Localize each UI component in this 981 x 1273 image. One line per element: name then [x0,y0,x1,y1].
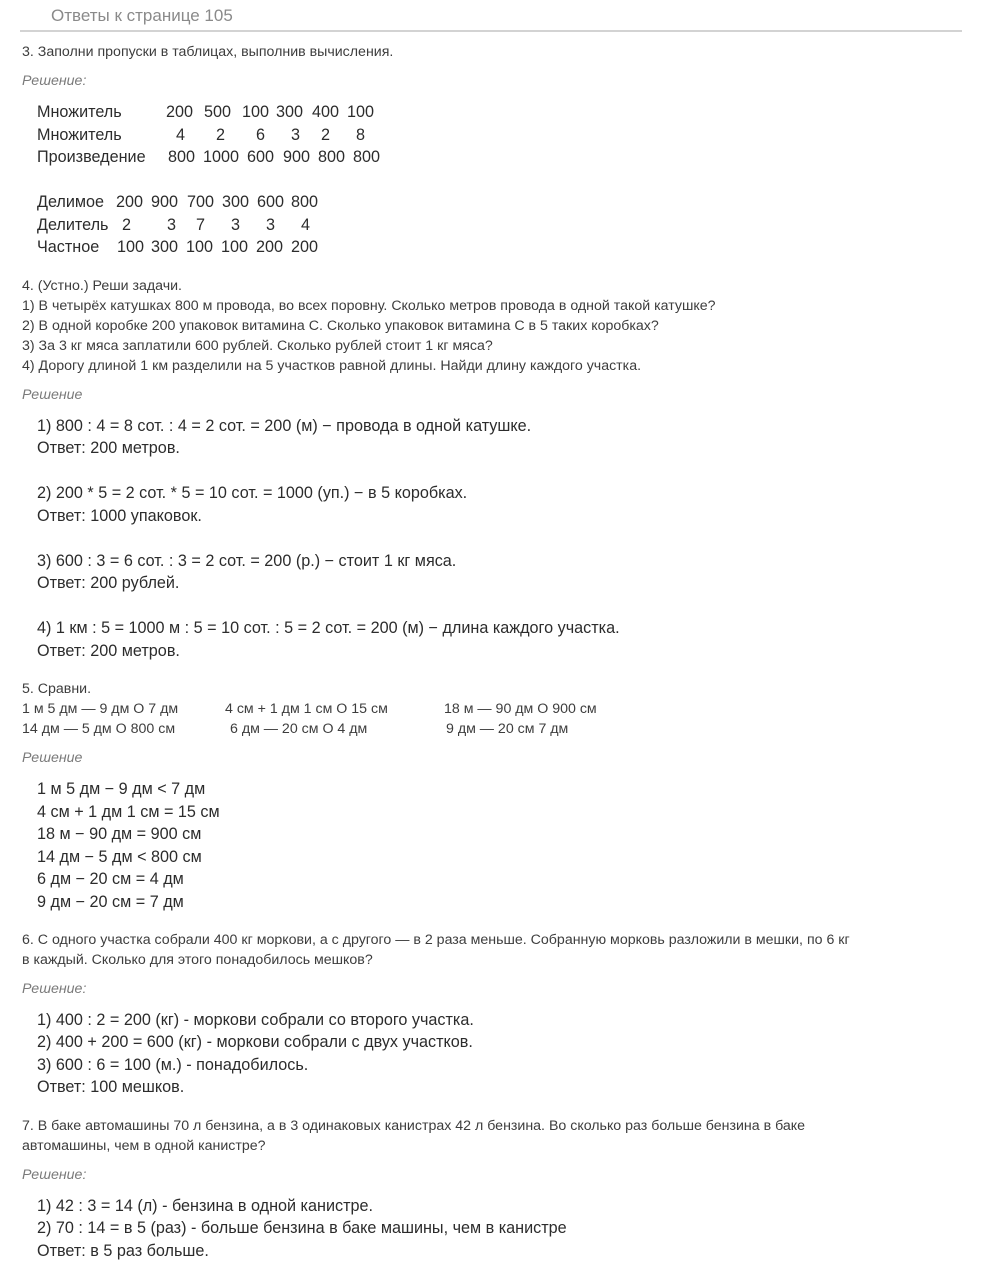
table-cell: 900 [151,193,179,211]
task4-item: 1) В четырёх катушках 800 м провода, во всех поровну. Сколько метров провода в одной такой катушке? [22,298,716,314]
task7-question-line: 7. В баке автомашины 70 л бензина, а в 3 одинаковых канистрах 42 л бензина. Во сколько раз больше бензина в баке [22,1118,806,1134]
task5-compare-item: 18 м — 90 дм О 900 см [444,701,597,717]
task4-item: 2) В одной коробке 200 упаковок витамина С. Сколько упаковок витамина С в 5 таких коробках? [22,318,659,334]
table-cell: 200 [256,238,284,256]
table-cell: 200 [116,193,144,211]
table-cell: 300 [151,238,179,256]
table-cell: 7 [196,216,206,234]
task5-compare-item: 1 м 5 дм — 9 дм О 7 дм [22,701,179,717]
task7-question-line: автомашины, чем в одной канистре? [22,1138,266,1154]
table-cell: 200 [291,238,319,256]
task5-compare-item: 4 см + 1 дм 1 см О 15 см [225,701,388,717]
table-cell: 8 [356,126,366,144]
task4-answer-calc: 4) 1 км : 5 = 1000 м : 5 = 10 сот. : 5 = 2 сот. = 200 (м) − длина каждого участка. [37,619,620,637]
table-cell: 3 [291,126,301,144]
task4-answer-result: Ответ: 200 рублей. [37,574,180,592]
task5-solution-label: Решение [22,750,83,766]
table-cell: 800 [291,193,319,211]
task5-compare-item: 9 дм — 20 см 7 дм [446,721,569,737]
table-cell: 300 [222,193,250,211]
task5-question: 5. Сравни. [22,681,92,697]
task7-answer: Ответ: в 5 раз больше. [37,1242,209,1260]
table-row-label: Частное [37,238,100,256]
table-row-label: Множитель [37,103,122,121]
table-cell: 3 [167,216,177,234]
table-row-label: Делитель [37,216,109,234]
table-cell: 2 [122,216,132,234]
task5-answer: 9 дм − 20 см = 7 дм [37,893,184,911]
table-row-label: Множитель [37,126,122,144]
task7-answer: 1) 42 : 3 = 14 (л) - бензина в одной канистре. [37,1197,373,1215]
task5-answer: 4 см + 1 дм 1 см = 15 см [37,803,220,821]
task4-item: 3) За 3 кг мяса заплатили 600 рублей. Сколько рублей стоит 1 кг мяса? [22,338,493,354]
task5-answer: 14 дм − 5 дм < 800 см [37,848,202,866]
table-cell: 4 [301,216,311,234]
table-cell: 100 [242,103,270,121]
table-cell: 800 [168,148,196,166]
table-cell: 6 [256,126,266,144]
task6-solution-label: Решение: [22,981,87,997]
task7-solution-label: Решение: [22,1167,87,1183]
table-cell: 900 [283,148,311,166]
table-cell: 3 [231,216,241,234]
page-header [20,0,962,32]
table-cell: 1000 [203,148,240,166]
task5-compare-item: 14 дм — 5 дм О 800 см [22,721,176,737]
table-row-label: Произведение [37,148,146,166]
task5-answer: 18 м − 90 дм = 900 см [37,825,202,843]
table-cell: 100 [117,238,145,256]
table-cell: 200 [166,103,194,121]
task4-answer-result: Ответ: 200 метров. [37,642,180,660]
task6-question-line: в каждый. Сколько для этого понадобилось мешков? [22,952,373,968]
table-cell: 400 [312,103,340,121]
table-cell: 2 [321,126,331,144]
task7-answer: 2) 70 : 14 = в 5 (раз) - больше бензина в баке машины, чем в канистре [37,1219,567,1237]
task6-answer: 2) 400 + 200 = 600 (кг) - моркови собрали с двух участков. [37,1033,473,1051]
table-cell: 300 [276,103,304,121]
table-cell: 700 [187,193,215,211]
task4-answer-calc: 3) 600 : 3 = 6 сот. : 3 = 2 сот. = 200 (р.) − стоит 1 кг мяса. [37,552,457,570]
task6-answer: 1) 400 : 2 = 200 (кг) - моркови собрали со второго участка. [37,1011,474,1029]
table-cell: 100 [221,238,249,256]
page-title: Ответы к странице 105 [51,6,233,25]
task5-answer: 6 дм − 20 см = 4 дм [37,870,184,888]
table-cell: 800 [318,148,346,166]
task6-answer: 3) 600 : 6 = 100 (м.) - понадобилось. [37,1056,309,1074]
task6-question-line: 6. С одного участка собрали 400 кг моркови, а с другого — в 2 раза меньше. Собранную морковь разложили в мешки, по 6 кг [22,932,850,948]
task5-compare-item: 6 дм — 20 см О 4 дм [230,721,368,737]
task4-question: 4. (Устно.) Реши задачи. [22,278,182,294]
task5-answer: 1 м 5 дм − 9 дм < 7 дм [37,780,206,798]
task3-question: 3. Заполни пропуски в таблицах, выполнив вычисления. [22,44,394,60]
table-cell: 600 [257,193,285,211]
table-cell: 100 [186,238,214,256]
table-cell: 2 [216,126,226,144]
table-cell: 100 [347,103,375,121]
task4-solution-label: Решение [22,387,83,403]
task3-solution-label: Решение: [22,73,87,89]
task4-answer-calc: 2) 200 * 5 = 2 сот. * 5 = 10 сот. = 1000 (уп.) − в 5 коробках. [37,484,468,502]
task6-answer: Ответ: 100 мешков. [37,1078,185,1096]
task4-item: 4) Дорогу длиной 1 км разделили на 5 участков равной длины. Найди длину каждого участка. [22,358,642,374]
table-cell: 3 [266,216,276,234]
task4-answer-calc: 1) 800 : 4 = 8 сот. : 4 = 2 сот. = 200 (м) − провода в одной катушке. [37,417,532,435]
table-cell: 600 [247,148,275,166]
table-cell: 4 [176,126,186,144]
table-row-label: Делимое [37,193,105,211]
table-cell: 500 [204,103,232,121]
table-cell: 800 [353,148,381,166]
task4-answer-result: Ответ: 1000 упаковок. [37,507,202,525]
task4-answer-result: Ответ: 200 метров. [37,439,180,457]
